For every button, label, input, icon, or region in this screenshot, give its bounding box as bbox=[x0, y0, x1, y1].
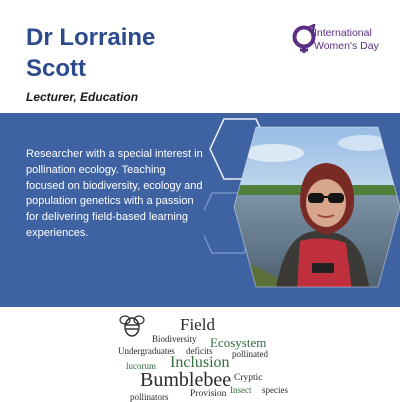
word-cryptic: Cryptic bbox=[234, 373, 263, 383]
bio-panel bbox=[0, 113, 400, 307]
word-pollinators: pollinators bbox=[130, 392, 169, 402]
iwd-logo-text bbox=[314, 27, 394, 53]
profile-header bbox=[0, 0, 400, 112]
bio-text: Researcher with a special interest in pollination ecology. Teaching focused on biodiversity, ecology and population genetics with a passion for delivering field-based learning experiences. bbox=[26, 148, 203, 239]
word-deficits: deficits bbox=[186, 346, 213, 356]
iwd-logo-line2: Women's Day bbox=[314, 40, 379, 52]
word-inclusion: Inclusion bbox=[170, 354, 230, 371]
person-role: Lecturer, Education bbox=[26, 90, 139, 104]
person-name-line1: Dr Lorraine bbox=[26, 24, 156, 51]
profile-photo bbox=[204, 113, 400, 307]
word-undergraduates: Undergraduates bbox=[118, 346, 175, 356]
word-bumblebee: Bumblebee bbox=[140, 369, 232, 391]
word-species: species bbox=[262, 385, 288, 395]
iwd-logo bbox=[292, 24, 392, 60]
iwd-logo-line1: International bbox=[314, 27, 372, 39]
word-field: Field bbox=[180, 315, 215, 334]
word-ecosystem: Ecosystem bbox=[210, 335, 267, 350]
bee-icon bbox=[118, 313, 146, 337]
photo-scene bbox=[204, 113, 400, 307]
word-provision: Provision bbox=[190, 389, 227, 399]
person-name bbox=[26, 22, 155, 84]
word-pollinated: pollinated bbox=[232, 349, 268, 359]
word-biodiversity: Biodiversity bbox=[152, 334, 197, 344]
iwd-venus-symbol-icon bbox=[292, 24, 316, 54]
word-lucorum: lucorum bbox=[126, 361, 156, 371]
person-name-line2: Scott bbox=[26, 55, 86, 82]
word-insect: Insect bbox=[230, 385, 252, 395]
word-cloud bbox=[0, 307, 400, 400]
